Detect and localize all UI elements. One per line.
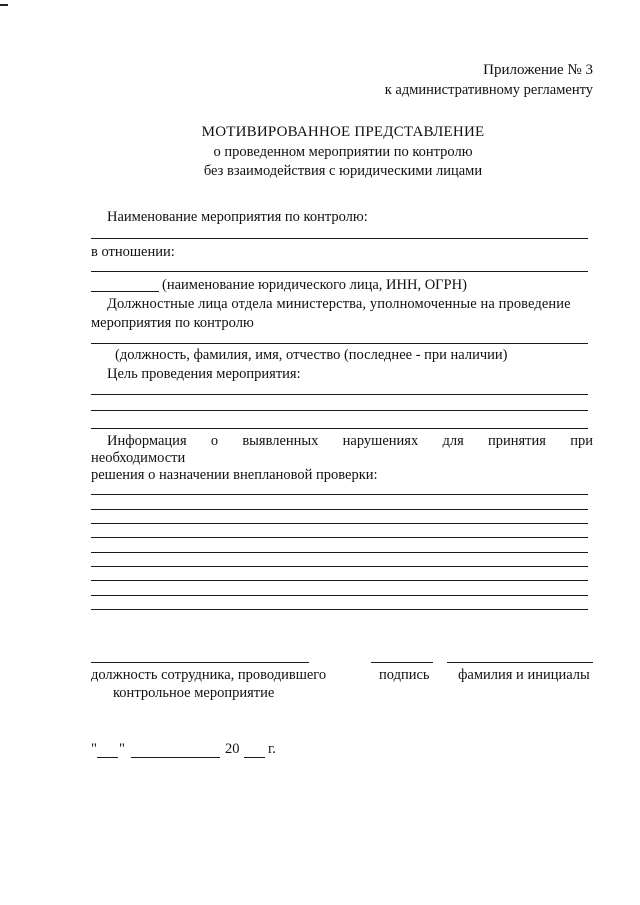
position-caption-line1: должность сотрудника, проводившего (91, 667, 327, 683)
document-title: МОТИВИРОВАННОЕ ПРЕДСТАВЛЕНИЕ (201, 124, 485, 140)
position-caption-line2: контрольное мероприятие (113, 685, 275, 701)
officials-text-line1: Должностные лица отдела министерства, уполномоченные на проведение (107, 296, 571, 312)
corner-mark (0, 4, 8, 6)
date-quote-open: " (91, 741, 97, 757)
entity-short-line (91, 291, 159, 292)
regarding-line (91, 271, 588, 272)
signature-caption: подпись (379, 667, 430, 683)
info-word: принятия (487, 433, 546, 449)
signature-line (371, 662, 433, 663)
purpose-line-3 (91, 428, 588, 429)
info-word: Информация (107, 433, 187, 449)
appendix-number: Приложение № 3 (483, 62, 593, 78)
date-day-line (97, 757, 118, 758)
officials-caption: (должность, фамилия, имя, отчество (последнее - при наличии) (115, 347, 508, 363)
purpose-line-2 (91, 410, 588, 411)
date-year-line (244, 757, 265, 758)
info-text-line2: необходимости (91, 450, 186, 466)
date-year-suffix: г. (268, 741, 276, 757)
event-name-line (91, 238, 588, 239)
info-line-3 (91, 523, 588, 524)
date-year-prefix: 20 (225, 741, 240, 757)
info-word: при (570, 433, 593, 449)
info-word: для (442, 433, 464, 449)
appendix-regulation: к административному регламенту (384, 82, 593, 98)
info-line-7 (91, 580, 588, 581)
info-line-1 (91, 494, 588, 495)
name-signature-line (447, 662, 593, 663)
info-text-line1 (107, 433, 593, 450)
info-line-2 (91, 509, 588, 510)
position-signature-line (91, 662, 309, 663)
name-caption: фамилия и инициалы (458, 667, 590, 683)
document-subtitle-line2: без взаимодействия с юридическими лицами (203, 163, 483, 179)
info-line-8 (91, 595, 588, 596)
officials-line (91, 343, 588, 344)
info-word: нарушениях (342, 433, 419, 449)
date-month-line (131, 757, 220, 758)
info-line-5 (91, 552, 588, 553)
regarding-label: в отношении: (91, 244, 175, 260)
info-word: о (210, 433, 219, 449)
purpose-label: Цель проведения мероприятия: (107, 366, 301, 382)
info-line-6 (91, 566, 588, 567)
purpose-line-1 (91, 394, 588, 395)
info-word: выявленных (242, 433, 319, 449)
info-line-9 (91, 609, 588, 610)
date-quote-close: " (119, 741, 125, 757)
officials-text-line2: мероприятия по контролю (91, 315, 254, 331)
entity-caption: (наименование юридического лица, ИНН, ОГРН) (162, 277, 467, 293)
info-text-line3: решения о назначении внеплановой проверки: (91, 467, 378, 483)
info-line-4 (91, 537, 588, 538)
event-name-label: Наименование мероприятия по контролю: (107, 209, 368, 225)
document-subtitle-line1: о проведенном мероприятии по контролю (213, 144, 473, 160)
